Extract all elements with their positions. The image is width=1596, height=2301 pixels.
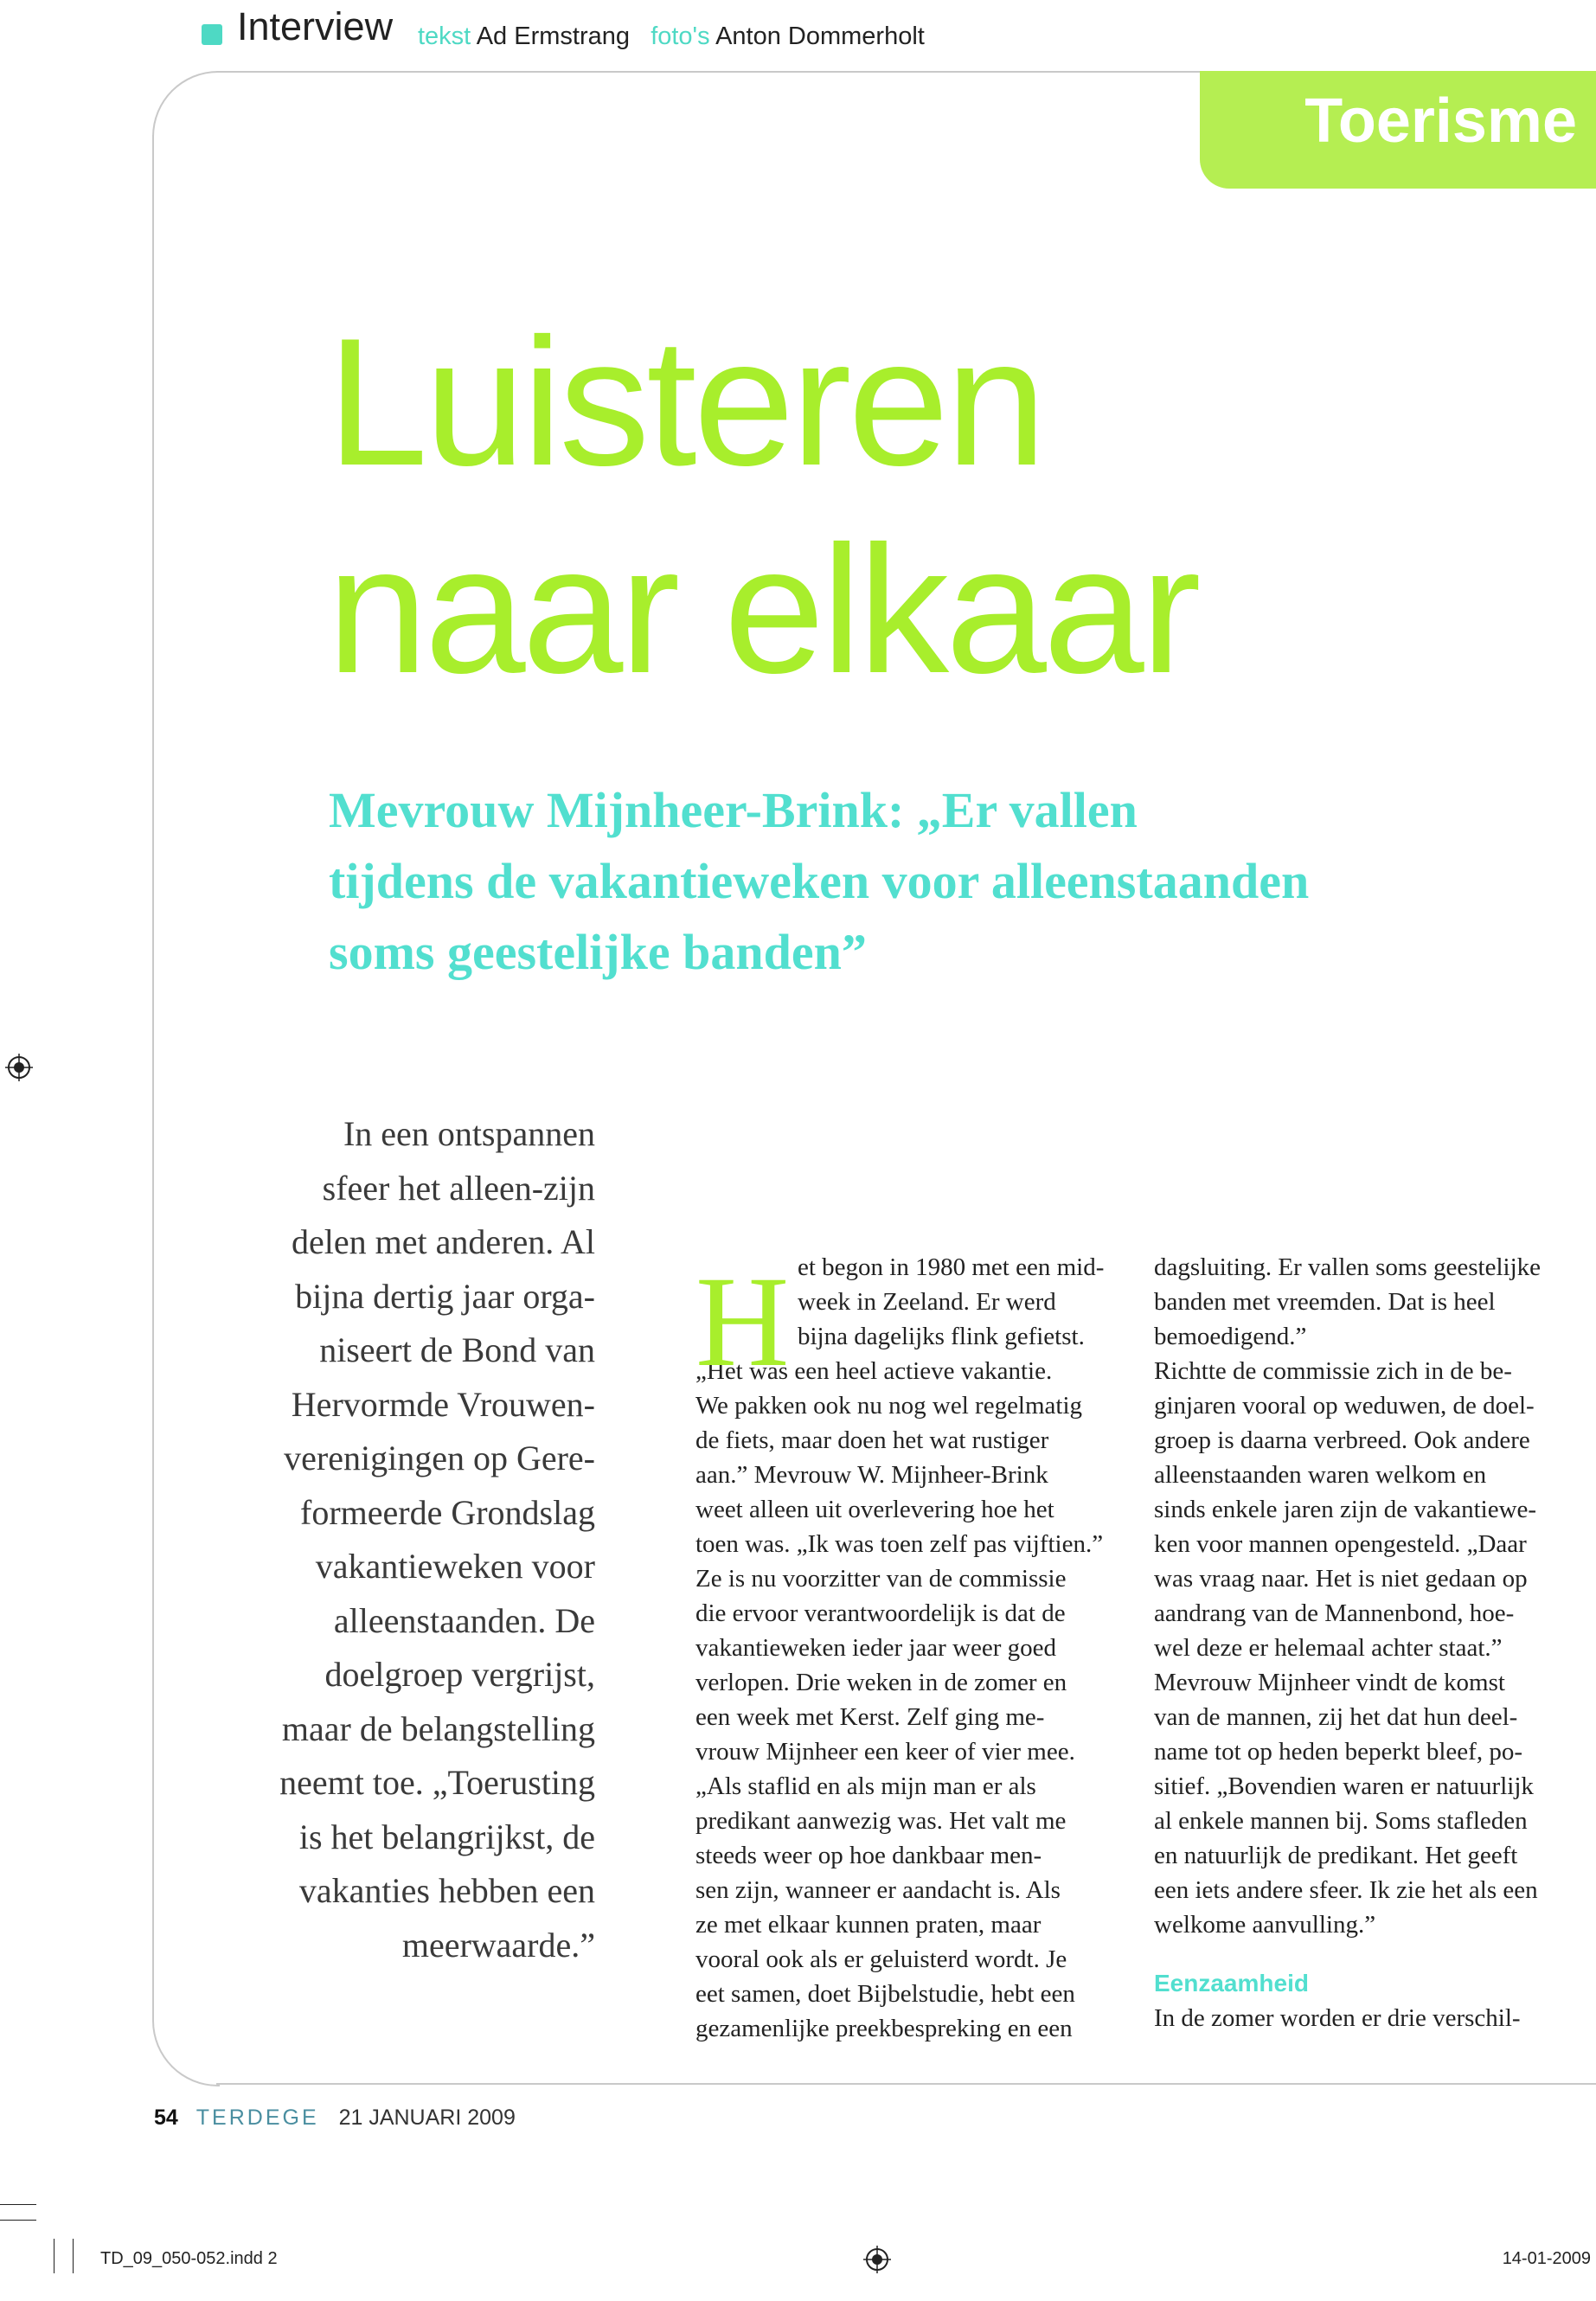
body-line: ken voor mannen opengesteld. „Daar <box>1154 1530 1527 1558</box>
body-line: „Als staflid en als mijn man er als <box>695 1772 1036 1800</box>
category-label: Toerisme <box>1304 87 1577 156</box>
body-line: was vraag naar. Het is niet gedaan op <box>1154 1565 1528 1593</box>
body-line: alleenstaanden waren welkom en <box>1154 1461 1487 1489</box>
crop-mark <box>73 2239 74 2273</box>
body-line: Mevrouw Mijnheer vindt de komst <box>1154 1669 1505 1696</box>
body-line: vooral ook als er geluisterd wordt. Je <box>695 1945 1067 1973</box>
issue-date: 21 JANUARI 2009 <box>338 2106 516 2130</box>
text-credit-label: tekst <box>418 22 471 50</box>
body-line: eet samen, doet Bijbelstudie, hebt een <box>695 1980 1075 2008</box>
body-line: banden met vreemden. Dat is heel <box>1154 1288 1496 1316</box>
slug-filename: TD_09_050-052.indd 2 <box>100 2249 278 2268</box>
body-line: welkome aanvulling.” <box>1154 1911 1376 1939</box>
body-column-2 <box>1154 1250 1586 2035</box>
subtitle-line: Mevrouw Mijnheer-Brink: „Er vallen <box>329 782 1138 838</box>
section-marker <box>202 24 222 45</box>
intro-line: formeerde Grondslag <box>300 1492 595 1532</box>
frame-line-bottom <box>216 2083 1596 2085</box>
body-line: bemoedigend.” <box>1154 1323 1307 1350</box>
frame-line-top <box>216 71 1202 73</box>
body-line: een iets andere sfeer. Ik zie het als een <box>1154 1876 1538 1904</box>
body-line: van de mannen, zij het dat hun deel- <box>1154 1703 1518 1731</box>
intro-line: vakantieweken voor <box>315 1547 595 1586</box>
body-line: gezamenlijke preekbespreking en een <box>695 2015 1073 2042</box>
body-line: de fiets, maar doen het wat rustiger <box>695 1426 1049 1454</box>
crop-mark <box>0 2220 36 2221</box>
subtitle-line: soms geestelijke banden” <box>329 924 867 980</box>
title-line: naar elkaar <box>327 508 1198 711</box>
intro-line: maar de belangstelling <box>281 1708 595 1748</box>
intro-line: is het belangrijkst, de <box>298 1817 595 1856</box>
intro-line: bijna dertig jaar orga- <box>295 1276 595 1316</box>
body-line: al enkele mannen bij. Soms stafleden <box>1154 1807 1528 1835</box>
body-line: week in Zeeland. Er werd <box>798 1288 1056 1316</box>
body-line: We pakken ook nu nog wel regelmatig <box>695 1392 1083 1420</box>
intro-line: Hervormde Vrouwen- <box>291 1384 595 1424</box>
title-line: Luisteren <box>327 300 1043 503</box>
body-line: groep is daarna verbreed. Ook andere <box>1154 1426 1530 1454</box>
photo-credit-label: foto's <box>651 22 710 50</box>
intro-paragraph <box>208 1107 595 1972</box>
photographer-name: Anton Dommerholt <box>715 22 925 50</box>
body-line: dagsluiting. Er vallen soms geestelijke <box>1154 1253 1541 1281</box>
body-line: steeds weer op hoe dankbaar men- <box>695 1842 1042 1869</box>
frame-line-left <box>152 135 154 2021</box>
body-line: sen zijn, wanneer er aandacht is. Als <box>695 1876 1061 1904</box>
body-line: Richtte de commissie zich in de be- <box>1154 1357 1512 1385</box>
section-label: Interview <box>237 4 394 48</box>
body-line: verlopen. Drie weken in de zomer en <box>695 1669 1067 1696</box>
intro-line: niseert de Bond van <box>319 1330 595 1369</box>
intro-line: neemt toe. „Toerusting <box>279 1763 595 1802</box>
body-line: aandrang van de Mannenbond, hoe- <box>1154 1599 1515 1627</box>
intro-line: delen met anderen. Al <box>292 1222 595 1261</box>
body-line: et begon in 1980 met een mid- <box>798 1253 1105 1281</box>
drop-cap: H <box>695 1250 790 1394</box>
credits <box>418 24 925 49</box>
body-line: vrouw Mijnheer een keer of vier mee. <box>695 1738 1075 1766</box>
body-line: toen was. „Ik was toen zelf pas vijftien.” <box>695 1530 1104 1558</box>
article-title <box>327 298 1452 714</box>
body-line: die ervoor verantwoordelijk is dat de <box>695 1599 1066 1627</box>
body-line: vakantieweken ieder jaar weer goed <box>695 1634 1057 1662</box>
slug-date: 14-01-2009 <box>1502 2249 1591 2268</box>
section-subheading: Eenzaamheid <box>1154 1970 1309 1997</box>
frame-corner-top <box>152 71 220 138</box>
intro-line: In een ontspannen <box>343 1114 595 1153</box>
author-name: Ad Ermstrang <box>476 22 631 50</box>
intro-line: meerwaarde.” <box>401 1925 595 1965</box>
registration-mark-icon <box>5 1054 33 1081</box>
body-column-1 <box>695 1250 1124 2046</box>
body-line: ze met elkaar kunnen praten, maar <box>695 1911 1042 1939</box>
body-line: „Het was een heel actieve vakantie. <box>695 1357 1053 1385</box>
category-tab <box>1200 71 1596 189</box>
body-line: een week met Kerst. Zelf ging me- <box>695 1703 1045 1731</box>
intro-line: doelgroep vergrijst, <box>324 1655 595 1694</box>
registration-mark-icon <box>863 2246 891 2273</box>
body-line: bijna dagelijks flink gefietst. <box>798 1323 1085 1350</box>
magazine-name: TERDEGE <box>195 2106 319 2130</box>
intro-line: sfeer het alleen-zijn <box>322 1168 595 1208</box>
intro-line: vakanties hebben een <box>298 1871 595 1910</box>
body-line: en natuurlijk de predikant. Het geeft <box>1154 1842 1518 1869</box>
body-line: In de zomer worden er drie verschil- <box>1154 2004 1521 2032</box>
body-line: weet alleen uit overlevering hoe het <box>695 1496 1054 1523</box>
article-subtitle <box>329 775 1557 988</box>
intro-line: verenigingen op Gere- <box>284 1439 595 1477</box>
body-line: name tot op heden beperkt bleef, po- <box>1154 1738 1522 1766</box>
body-line: sitief. „Bovendien waren er natuurlijk <box>1154 1772 1534 1800</box>
body-line: predikant aanwezig was. Het valt me <box>695 1807 1067 1835</box>
page-footer <box>154 2107 516 2129</box>
body-line: wel deze er helemaal achter staat.” <box>1154 1634 1503 1662</box>
frame-corner-bottom <box>152 2019 220 2086</box>
intro-line: alleenstaanden. De <box>333 1600 595 1640</box>
page-number: 54 <box>154 2106 178 2130</box>
body-line: Ze is nu voorzitter van de commissie <box>695 1565 1067 1593</box>
body-line: ginjaren vooral op weduwen, de doel- <box>1154 1392 1535 1420</box>
body-line: aan.” Mevrouw W. Mijnheer-Brink <box>695 1461 1048 1489</box>
crop-mark <box>0 2204 36 2205</box>
body-line: sinds enkele jaren zijn de vakantiewe- <box>1154 1496 1537 1523</box>
subtitle-line: tijdens de vakantieweken voor alleenstaanden <box>329 853 1310 909</box>
